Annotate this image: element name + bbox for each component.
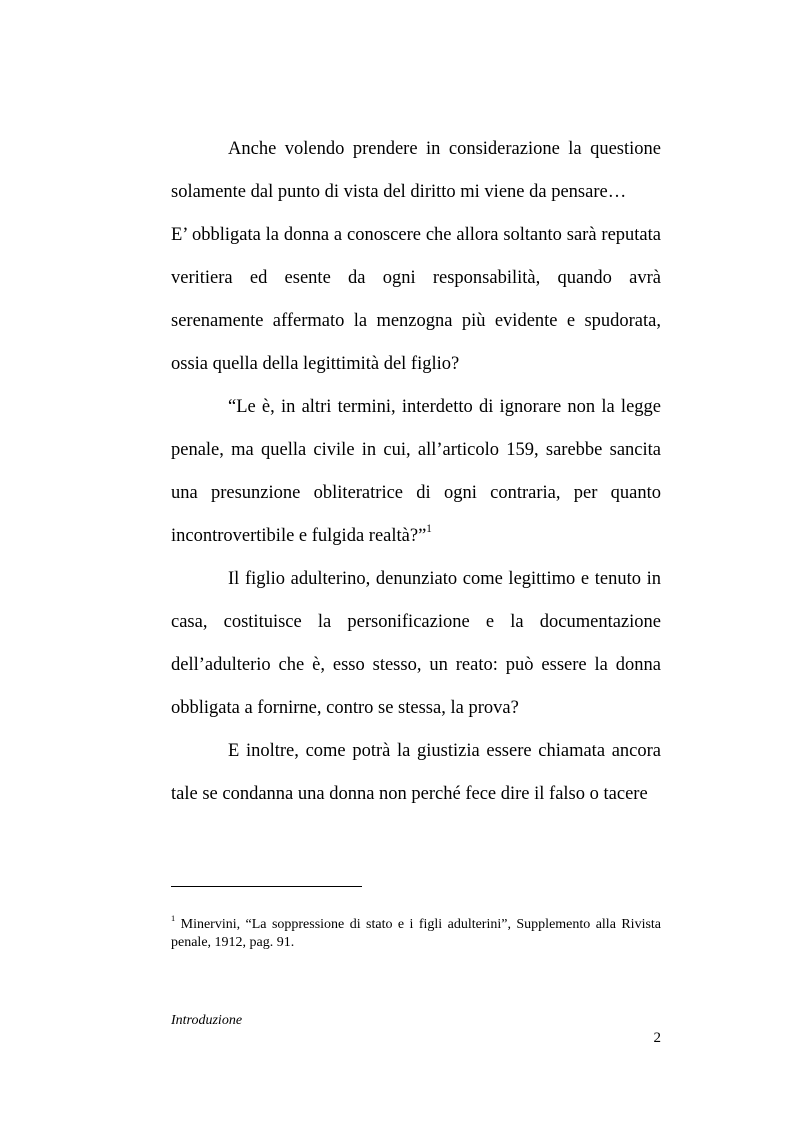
footer-section-label: Introduzione	[171, 1013, 243, 1028]
paragraph-1	[171, 128, 661, 214]
footnote-text: Minervini, “La soppressione di stato e i figli adulterini”, Supplemento alla Rivista penale, 1912, pag. 91.	[171, 917, 662, 950]
paragraph-5	[171, 730, 661, 816]
paragraph-2-text: E’ obbligata la donna a conoscere che allora soltanto sarà reputata veritiera ed esente da ogni responsabilità, quando avrà serenamente affermato la menzogna più evidente e spudorata, ossia quella della legittimità del figlio?	[171, 225, 661, 374]
body-text	[171, 128, 661, 816]
paragraph-3	[171, 386, 661, 558]
paragraph-1-text: Anche volendo prendere in considerazione la questione solamente dal punto di vista del diritto mi viene da pensare…	[171, 139, 661, 202]
page-number: 2	[653, 1030, 661, 1046]
paragraph-5-text: E inoltre, come potrà la giustizia essere chiamata ancora tale se condanna una donna non perché fece dire il falso o tacere	[171, 741, 661, 804]
paragraph-3-text: “Le è, in altri termini, interdetto di ignorare non la legge penale, ma quella civile in cui, all’articolo 159, sarebbe sancita una presunzione obliteratrice di ogni contraria, per quanto incontrovertibile e fulgida realtà?”	[171, 397, 661, 546]
footnote-separator	[171, 886, 362, 887]
paragraph-4	[171, 558, 661, 730]
footnote-number: 1	[171, 914, 176, 924]
footnote	[171, 916, 661, 952]
footnote-reference[interactable]: 1	[426, 523, 432, 536]
paragraph-4-text: Il figlio adulterino, denunziato come legittimo e tenuto in casa, costituisce la personificazione e la documentazione dell’adulterio che è, esso stesso, un reato: può essere la donna obbligata a fornirne, contro se stessa, la prova?	[171, 569, 661, 718]
paragraph-2	[171, 214, 661, 386]
